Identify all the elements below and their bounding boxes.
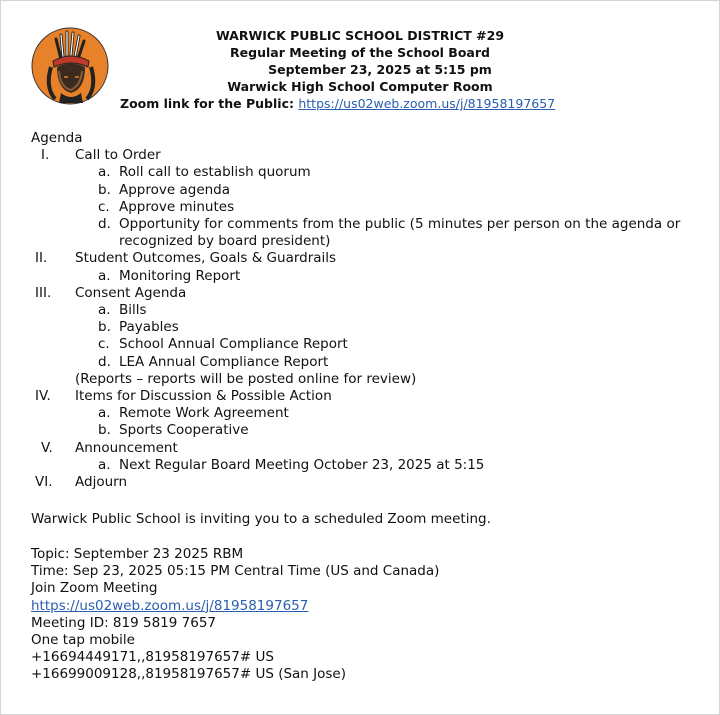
item-text: Opportunity for comments from the public (5 minutes per person on the agenda or recognized by board president) [119, 216, 681, 250]
phone-number: +16699009128,,81958197657# US (San Jose) [31, 666, 347, 683]
meeting-topic: Topic: September 23 2025 RBM [31, 546, 244, 562]
meeting-type: Regular Meeting of the School Board [230, 45, 490, 60]
zoom-public-line [110, 95, 610, 112]
district-title: WARWICK PUBLIC SCHOOL DISTRICT #29 [215, 28, 505, 43]
item-letter: a. [98, 267, 111, 284]
school-logo-icon [31, 27, 109, 105]
agenda-item [31, 354, 691, 371]
item-text: Monitoring Report [119, 267, 241, 284]
zoom-invite-text: Warwick Public School is inviting you to a scheduled Zoom meeting. [31, 511, 491, 527]
item-letter: a. [98, 456, 111, 473]
agenda-title: Agenda [31, 130, 83, 146]
meeting-id: Meeting ID: 819 5819 7657 [31, 614, 216, 631]
phone-number: +16694449171,,81958197657# US [31, 649, 274, 666]
meeting-date-time: September 23, 2025 at 5:15 pm [268, 62, 492, 77]
section-label: Announcement [75, 439, 178, 456]
section-number: VI. [35, 474, 53, 491]
item-text: Remote Work Agreement [119, 405, 289, 422]
item-text: School Annual Compliance Report [119, 336, 348, 353]
section-number: III. [35, 284, 52, 301]
agenda-item [31, 422, 691, 439]
item-letter: b. [98, 422, 111, 439]
agenda-item [31, 216, 691, 250]
item-letter: a. [98, 164, 111, 181]
agenda-item [31, 199, 691, 216]
agenda-item [31, 302, 691, 319]
meeting-time: Time: Sep 23, 2025 05:15 PM Central Time (US and Canada) [31, 563, 440, 580]
item-letter: a. [98, 405, 111, 422]
zoom-label: Zoom link for the Public: [120, 96, 299, 111]
item-text: LEA Annual Compliance Report [119, 353, 329, 370]
join-zoom-link[interactable]: https://us02web.zoom.us/j/81958197657 [31, 597, 309, 614]
agenda-section [31, 388, 691, 405]
section-label: Adjourn [75, 474, 128, 491]
agenda-item [31, 457, 691, 474]
item-text: Bills [119, 302, 147, 319]
agenda-item [31, 164, 691, 181]
item-letter: c. [98, 336, 110, 353]
zoom-meeting-details [31, 546, 439, 684]
item-letter: c. [98, 198, 110, 215]
section-label: Call to Order [75, 147, 161, 164]
meeting-location: Warwick High School Computer Room [227, 79, 493, 94]
agenda-section [31, 285, 691, 302]
section-number: I. [41, 147, 50, 164]
section-label: Consent Agenda [75, 284, 187, 301]
one-tap-label: One tap mobile [31, 632, 135, 649]
agenda-section [31, 440, 691, 457]
item-text: Approve minutes [119, 198, 235, 215]
item-text: Sports Cooperative [119, 422, 249, 439]
agenda-item [31, 182, 691, 199]
item-text: Approve agenda [119, 181, 231, 198]
item-letter: a. [98, 302, 111, 319]
item-letter: d. [98, 353, 111, 370]
document-header [110, 27, 610, 112]
item-text: Next Regular Board Meeting October 23, 2025 at 5:15 [119, 456, 485, 473]
section-label: Student Outcomes, Goals & Guardrails [75, 250, 337, 267]
item-letter: b. [98, 181, 111, 198]
agenda-item [31, 405, 691, 422]
agenda-section [31, 474, 691, 491]
header-zoom-link[interactable]: https://us02web.zoom.us/j/81958197657 [298, 96, 556, 111]
section-number: V. [41, 439, 53, 456]
item-text: Roll call to establish quorum [119, 164, 311, 181]
item-letter: b. [98, 319, 111, 336]
section-label: Items for Discussion & Possible Action [75, 388, 332, 405]
agenda [31, 130, 691, 491]
section-number: IV. [35, 388, 51, 405]
agenda-item [31, 319, 691, 336]
agenda-item [31, 268, 691, 285]
item-text: Payables [119, 319, 179, 336]
agenda-section [31, 147, 691, 164]
section-number: II. [35, 250, 48, 267]
reports-note: (Reports – reports will be posted online for review) [75, 370, 417, 387]
agenda-section [31, 250, 691, 267]
agenda-item [31, 336, 691, 353]
join-label: Join Zoom Meeting [31, 580, 158, 597]
item-letter: d. [98, 216, 111, 233]
